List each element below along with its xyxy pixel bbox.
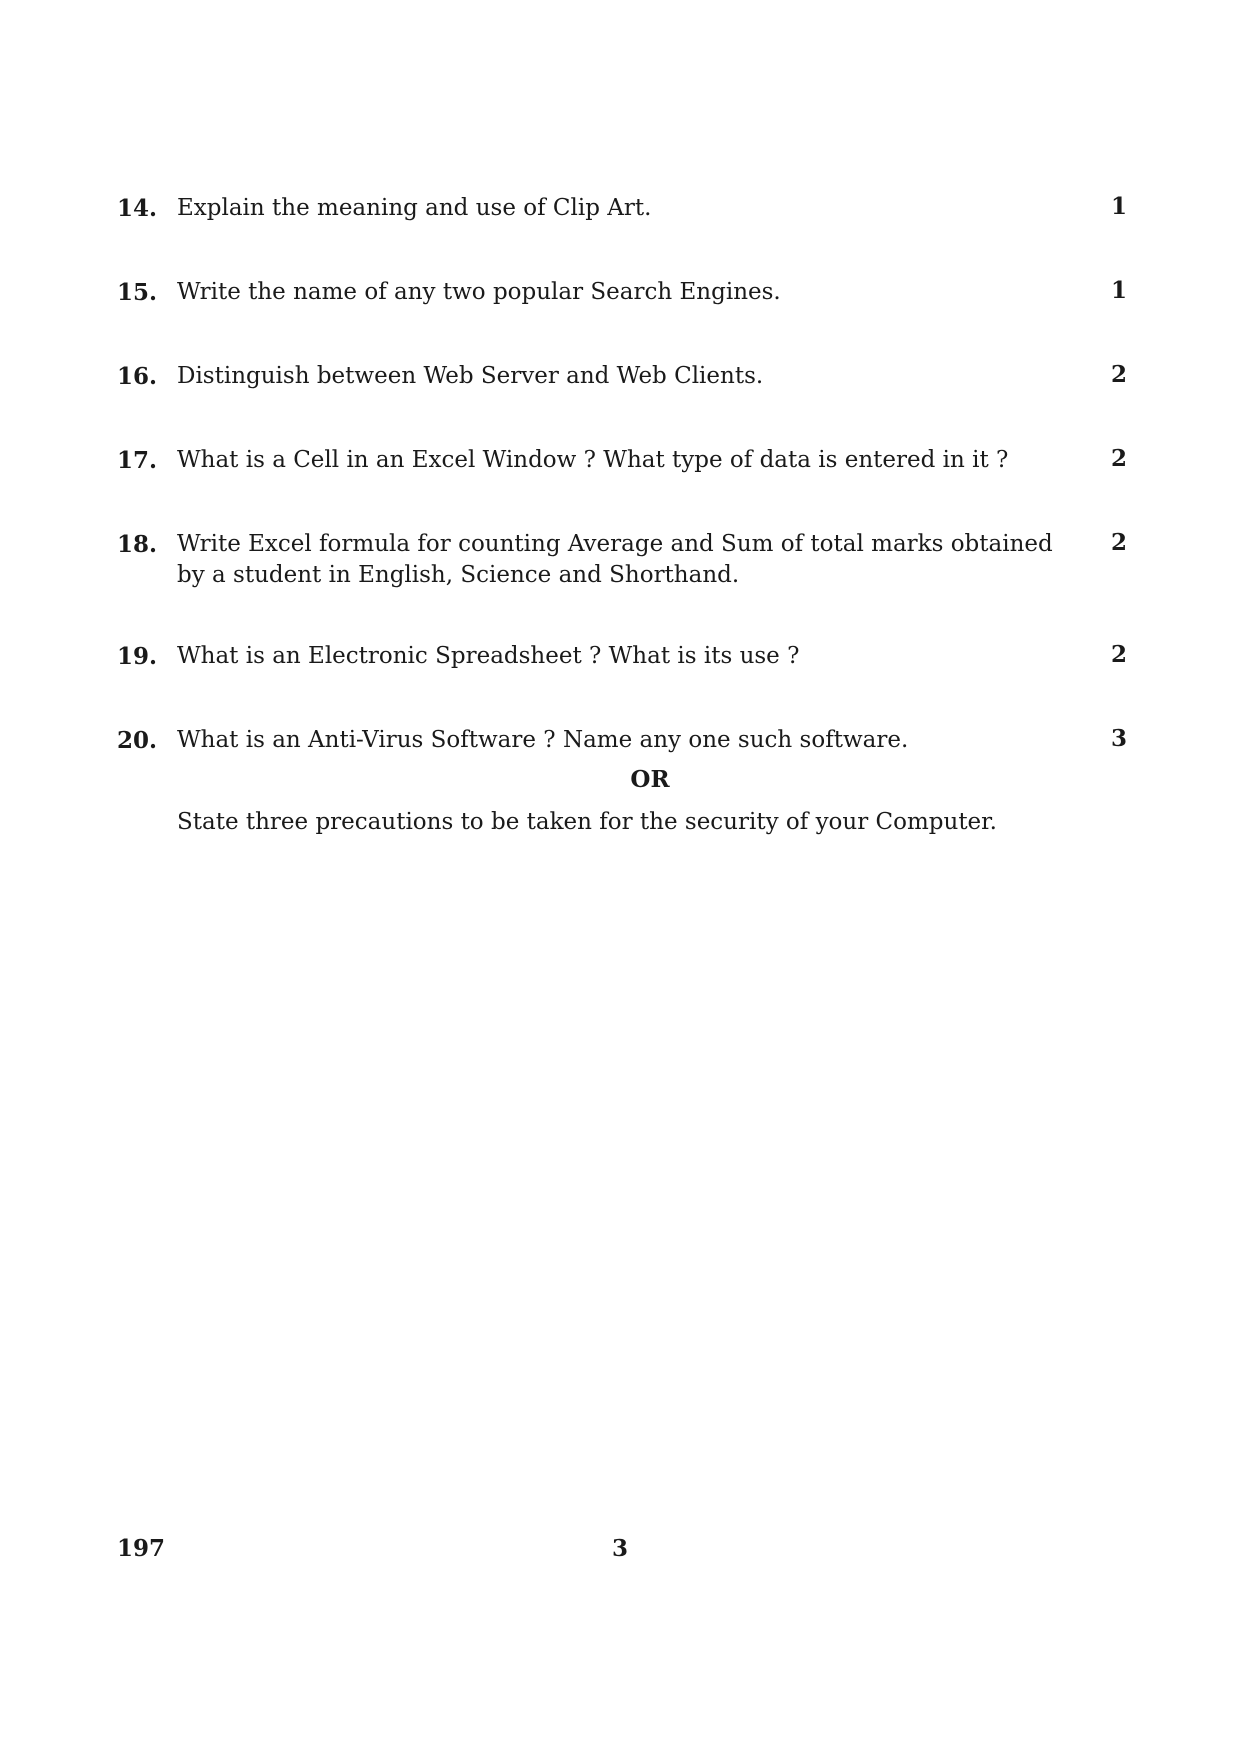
question-number: 17.: [117, 447, 158, 474]
question-number: 20.: [117, 727, 158, 754]
question-marks: 2: [1110, 641, 1127, 668]
question-text: Explain the meaning and use of Clip Art.: [177, 195, 652, 221]
question-number: 16.: [117, 363, 158, 390]
question-text: What is an Anti-Virus Software ? Name any one such software.: [177, 727, 909, 753]
question-number: 19.: [117, 643, 158, 670]
question-marks: 1: [1110, 277, 1127, 304]
question-marks: 2: [1110, 361, 1127, 388]
question-text: Write the name of any two popular Search Engines.: [177, 279, 781, 305]
paper-code: 197: [117, 1535, 166, 1562]
question-text: What is an Electronic Spreadsheet ? What is its use ?: [177, 643, 800, 669]
alternative-question-text: State three precautions to be taken for the security of your Computer.: [177, 809, 997, 835]
question-text: What is a Cell in an Excel Window ? What type of data is entered in it ?: [177, 447, 1009, 473]
question-number: 18.: [117, 531, 158, 558]
question-text: Write Excel formula for counting Average and Sum of total marks obtained by a student in English, Science and Shorthand.: [177, 531, 1053, 588]
question-number: 15.: [117, 279, 158, 306]
or-separator: OR: [630, 766, 670, 793]
question-marks: 1: [1110, 193, 1127, 220]
question-number: 14.: [117, 195, 158, 222]
question-marks: 3: [1110, 725, 1127, 752]
page-number: 3: [611, 1535, 628, 1562]
question-text: Distinguish between Web Server and Web Clients.: [177, 363, 764, 389]
question-marks: 2: [1110, 445, 1127, 472]
question-marks: 2: [1110, 529, 1127, 556]
